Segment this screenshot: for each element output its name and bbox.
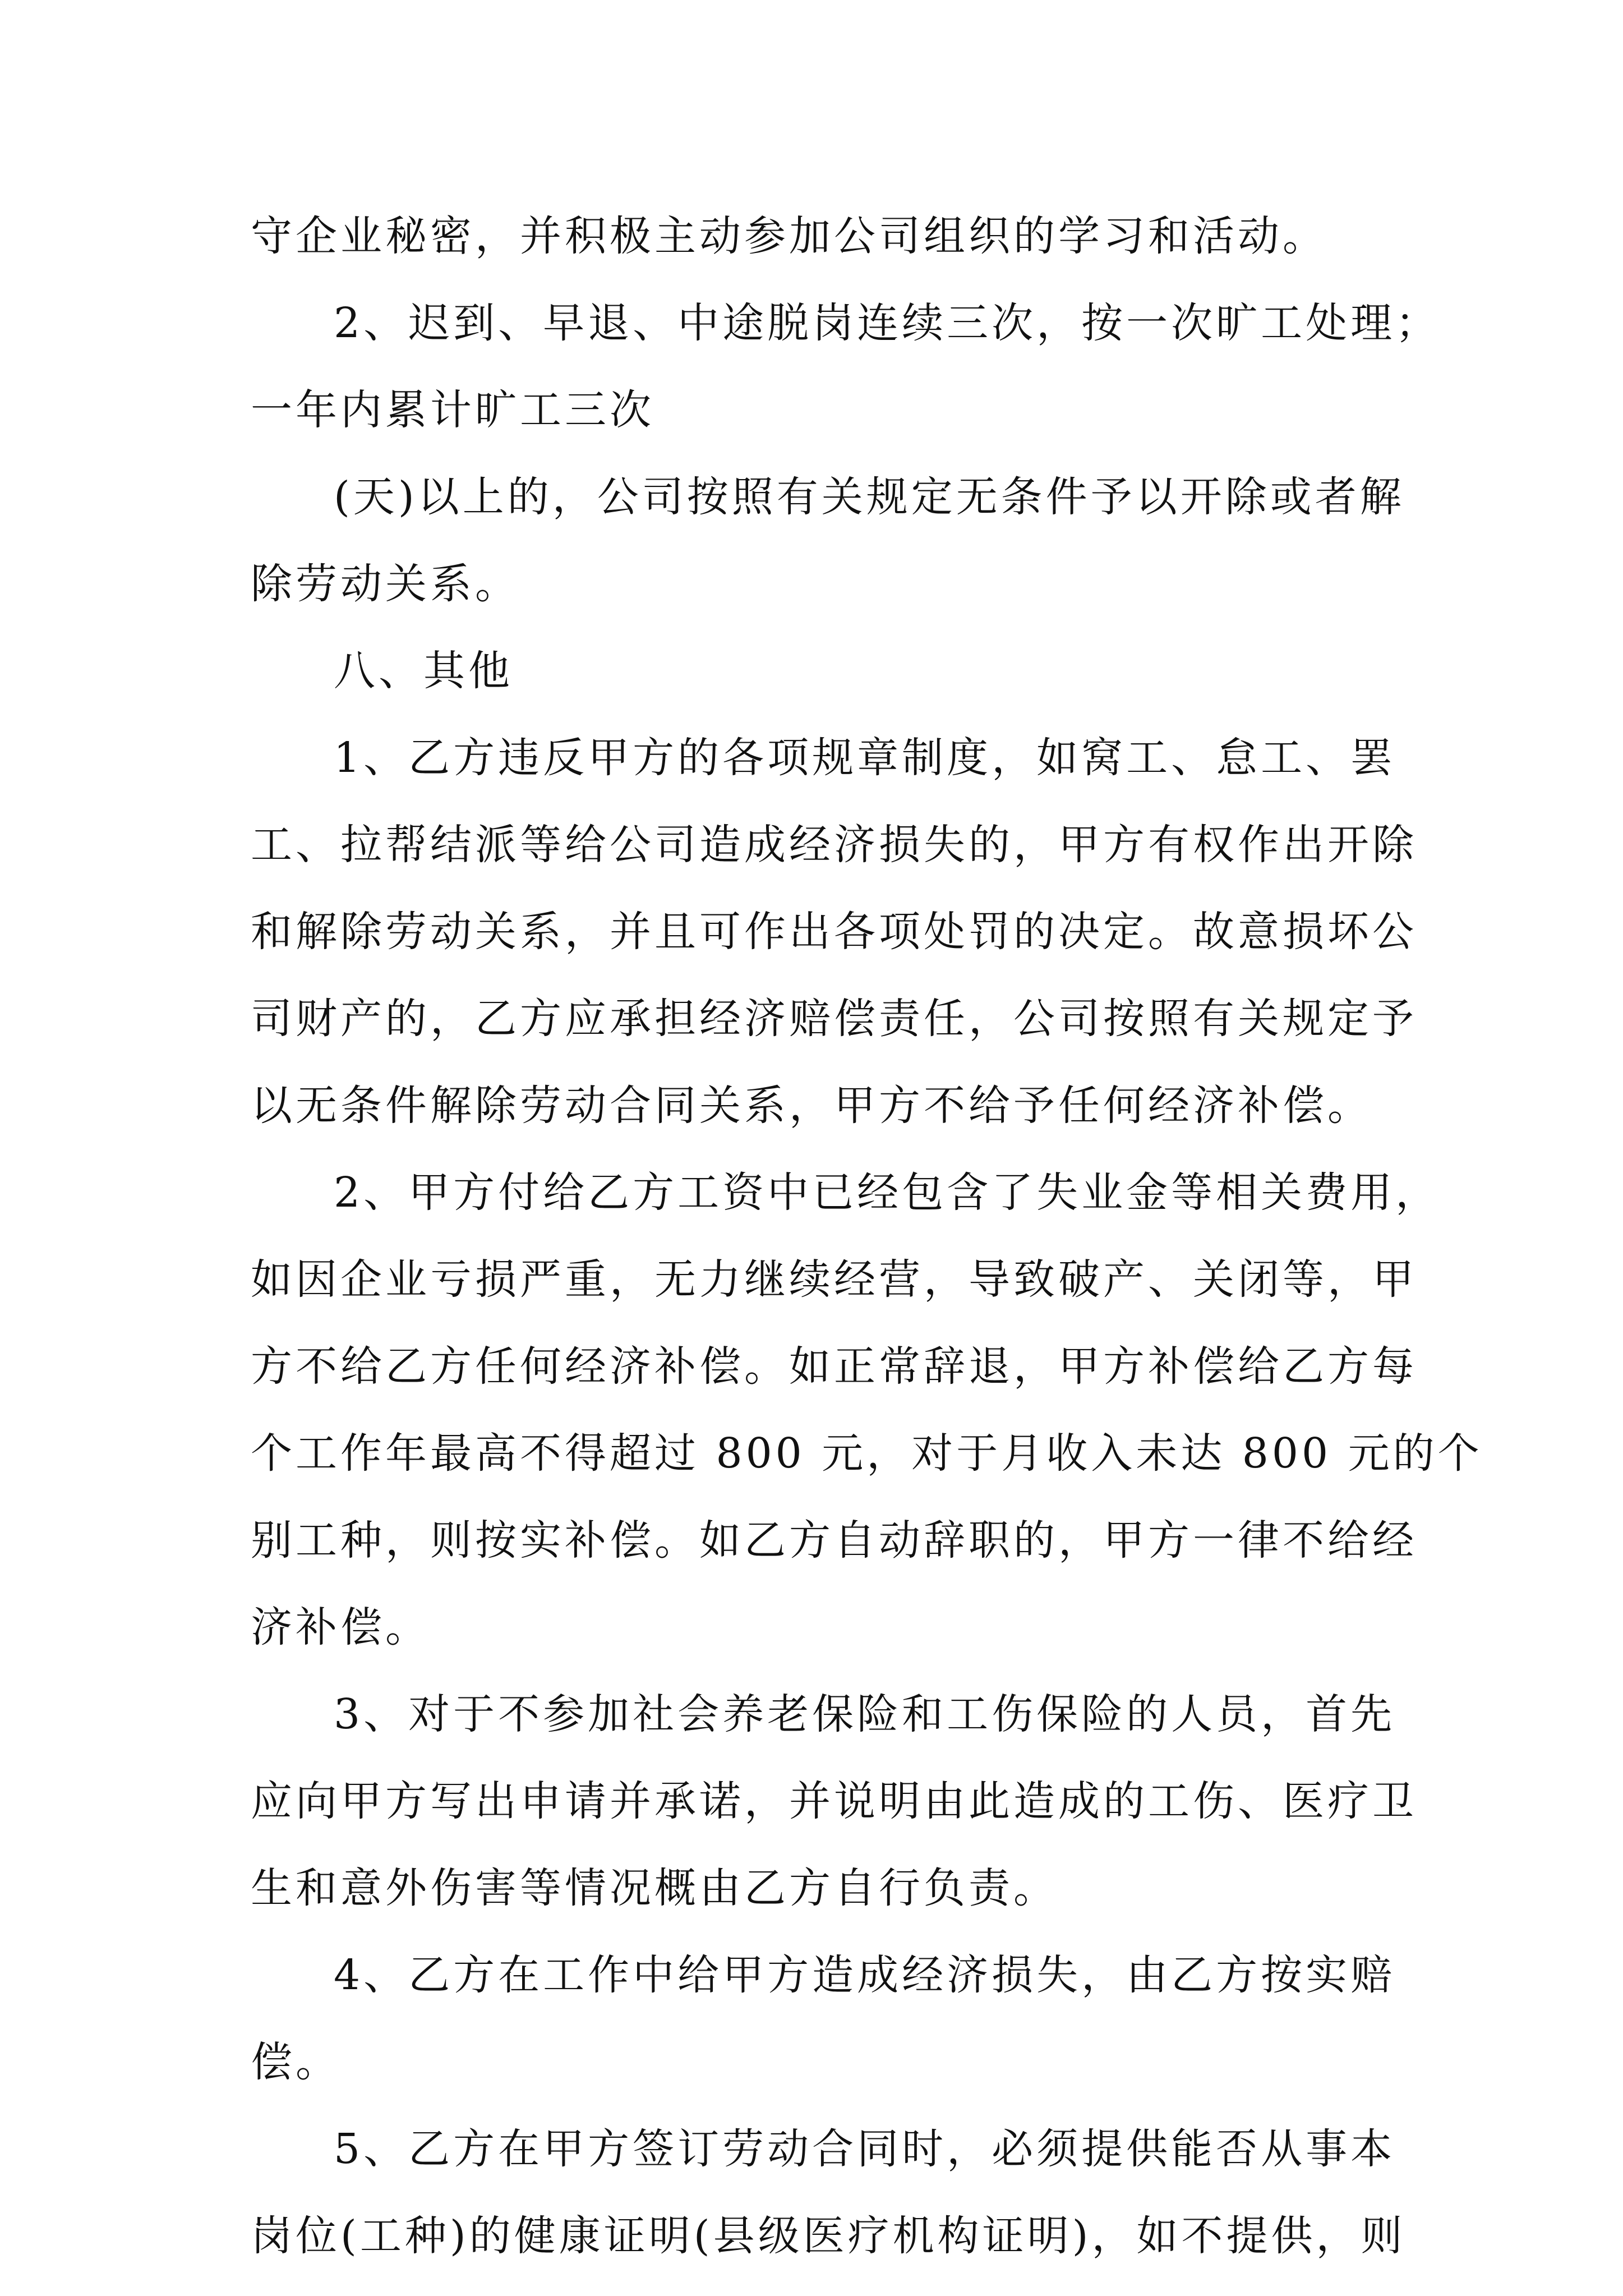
text-line: 司财产的，乙方应承担经济赔偿责任，公司按照有关规定予 (251, 995, 1417, 1043)
text-line: 岗位(工种)的健康证明(县级医疗机构证明)，如不提供，则 (251, 2212, 1406, 2260)
text-line: 和解除劳动关系，并且可作出各项处罚的决定。故意损坏公 (251, 908, 1417, 956)
text-line: 方不给乙方任何经济补偿。如正常辞退，甲方补偿给乙方每 (251, 1342, 1417, 1391)
text-line: 一年内累计旷工三次 (251, 386, 654, 434)
text-line: 别工种，则按实补偿。如乙方自动辞职的，甲方一律不给经 (251, 1516, 1417, 1565)
text-line: 如因企业亏损严重，无力继续经营，导致破产、关闭等，甲 (251, 1255, 1417, 1304)
text-line: 个工作年最高不得超过 800 元，对于月收入未达 800 元的个 (251, 1429, 1483, 1478)
text-line: 2、迟到、早退、中途脱岗连续三次，按一次旷工处理； (334, 299, 1441, 347)
text-line: 工、拉帮结派等给公司造成经济损失的，甲方有权作出开除 (251, 821, 1417, 869)
text-line: 1、乙方违反甲方的各项规章制度，如窝工、怠工、罢 (334, 734, 1396, 782)
text-line: 除劳动关系。 (251, 560, 520, 608)
text-line: 3、对于不参加社会养老保险和工伤保险的人员，首先 (334, 1690, 1396, 1738)
text-line: 守企业秘密，并积极主动参加公司组织的学习和活动。 (251, 212, 1327, 260)
text-line: (天)以上的，公司按照有关规定无条件予以开除或者解 (334, 473, 1405, 521)
text-line: 偿。 (251, 2038, 340, 2086)
section-heading: 八、其他 (334, 647, 513, 695)
text-line: 5、乙方在甲方签订劳动合同时，必须提供能否从事本 (334, 2125, 1396, 2173)
text-line: 生和意外伤害等情况概由乙方自行负责。 (251, 1864, 1058, 1912)
text-line: 以无条件解除劳动合同关系，甲方不给予任何经济补偿。 (251, 1082, 1372, 1130)
text-line: 应向甲方写出申请并承诺，并说明由此造成的工伤、医疗卫 (251, 1777, 1417, 1825)
document-body (251, 205, 1483, 2292)
text-line: 济补偿。 (251, 1603, 430, 1651)
text-line: 4、乙方在工作中给甲方造成经济损失，由乙方按实赔 (334, 1951, 1396, 1999)
text-line: 2、甲方付给乙方工资中已经包含了失业金等相关费用， (334, 1168, 1441, 1217)
